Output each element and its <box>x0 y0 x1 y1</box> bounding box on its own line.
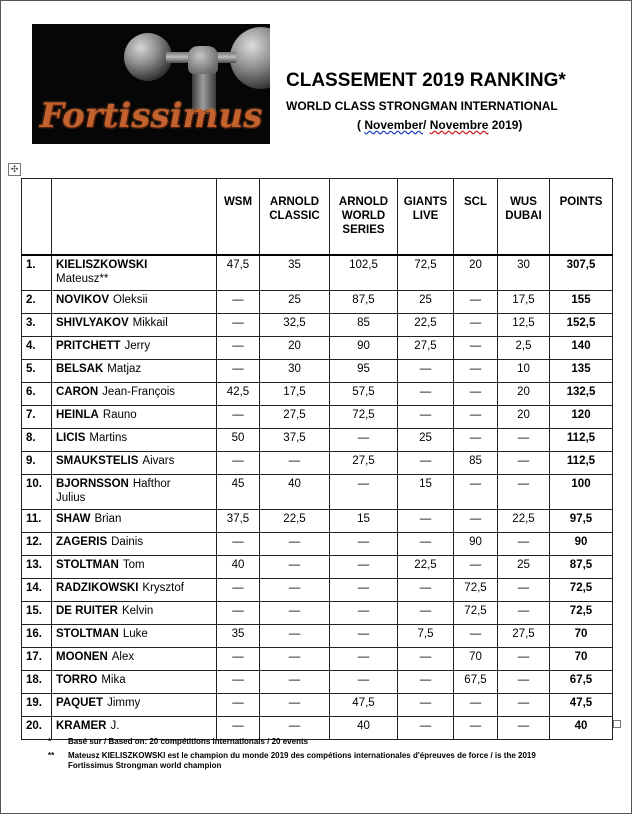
athlete-name-cell <box>52 406 217 429</box>
first-name: Luke <box>122 628 148 640</box>
rank-cell: 19. <box>22 694 52 717</box>
score-cell-gl: — <box>398 671 454 694</box>
points-cell: 135 <box>550 360 613 383</box>
last-name: RADZIKOWSKI <box>56 582 139 594</box>
athlete-name-cell <box>52 602 217 625</box>
score-cell-gl: — <box>398 383 454 406</box>
table-row <box>22 533 613 556</box>
first-name: Jean-François <box>102 386 176 398</box>
points-cell: 72,5 <box>550 602 613 625</box>
date-separator: / <box>423 118 430 132</box>
points-cell: 112,5 <box>550 429 613 452</box>
table-move-handle-icon[interactable]: ✣ <box>8 163 21 176</box>
score-cell-ac: — <box>260 602 330 625</box>
footnote-1-text: Basé sur / Based on: 20 compétitions internationals / 20 events <box>68 737 309 746</box>
points-cell: 112,5 <box>550 452 613 475</box>
table-row <box>22 475 613 510</box>
score-cell-gl: 25 <box>398 429 454 452</box>
score-cell-gl: — <box>398 533 454 556</box>
score-cell-aws: — <box>330 556 398 579</box>
score-cell-wsm: — <box>217 360 260 383</box>
points-cell: 40 <box>550 717 613 740</box>
table-row <box>22 406 613 429</box>
score-cell-scl: 90 <box>454 533 498 556</box>
athlete-name-cell <box>52 452 217 475</box>
logo-left-weight <box>124 33 172 81</box>
score-cell-gl: 27,5 <box>398 337 454 360</box>
score-cell-wus: 12,5 <box>498 314 550 337</box>
score-cell-gl: 22,5 <box>398 556 454 579</box>
score-cell-wus: 27,5 <box>498 625 550 648</box>
score-cell-scl: 20 <box>454 255 498 291</box>
athlete-name-cell <box>52 337 217 360</box>
score-cell-wus: — <box>498 475 550 510</box>
score-cell-scl: 70 <box>454 648 498 671</box>
score-cell-aws: 40 <box>330 717 398 740</box>
score-cell-ac: 27,5 <box>260 406 330 429</box>
score-cell-wus: — <box>498 429 550 452</box>
score-cell-wus: 22,5 <box>498 510 550 533</box>
athlete-name-cell <box>52 255 217 291</box>
athlete-name-cell <box>52 475 217 510</box>
score-cell-aws: 72,5 <box>330 406 398 429</box>
score-cell-aws: 85 <box>330 314 398 337</box>
last-name: SHIVLYAKOV <box>56 317 129 329</box>
score-cell-wsm: 45 <box>217 475 260 510</box>
table-row <box>22 255 613 291</box>
score-cell-scl: — <box>454 314 498 337</box>
rank-cell: 5. <box>22 360 52 383</box>
first-name: Alex <box>111 651 135 663</box>
date-line <box>357 118 522 132</box>
athlete-name-cell <box>52 671 217 694</box>
points-cell: 67,5 <box>550 671 613 694</box>
rank-cell: 6. <box>22 383 52 406</box>
logo-wordmark: Fortissimus <box>39 96 263 136</box>
score-cell-wsm: 50 <box>217 429 260 452</box>
score-cell-ac: — <box>260 694 330 717</box>
last-name: KRAMER <box>56 720 107 732</box>
score-cell-ac: 32,5 <box>260 314 330 337</box>
last-name: LICIS <box>56 432 86 444</box>
score-cell-scl: — <box>454 360 498 383</box>
first-name: Mika <box>101 674 126 686</box>
first-name: Mikkail <box>132 317 168 329</box>
score-cell-aws: — <box>330 429 398 452</box>
score-cell-aws: 95 <box>330 360 398 383</box>
score-cell-gl: — <box>398 579 454 602</box>
col-header-giants-live: GIANTS LIVE <box>398 179 454 256</box>
table-row <box>22 602 613 625</box>
fortissimus-logo <box>32 24 270 144</box>
score-cell-scl: — <box>454 475 498 510</box>
score-cell-scl: — <box>454 556 498 579</box>
footnote-2-line2: Fortissimus Strongman world champion <box>68 761 222 770</box>
score-cell-ac: 22,5 <box>260 510 330 533</box>
points-cell: 70 <box>550 625 613 648</box>
score-cell-gl: 25 <box>398 291 454 314</box>
score-cell-wsm: — <box>217 579 260 602</box>
first-name: Martins <box>89 432 128 444</box>
logo-right-weight <box>230 27 270 89</box>
score-cell-scl: — <box>454 717 498 740</box>
col-header-arnold-classic: ARNOLD CLASSIC <box>260 179 330 256</box>
rank-cell: 11. <box>22 510 52 533</box>
points-cell: 307,5 <box>550 255 613 291</box>
rank-cell: 10. <box>22 475 52 510</box>
rank-cell: 4. <box>22 337 52 360</box>
score-cell-wsm: 40 <box>217 556 260 579</box>
score-cell-wsm: — <box>217 717 260 740</box>
score-cell-ac: — <box>260 533 330 556</box>
points-cell: 70 <box>550 648 613 671</box>
table-row <box>22 383 613 406</box>
last-name: TORRO <box>56 674 98 686</box>
last-name: SMAUKSTELIS <box>56 455 139 467</box>
score-cell-ac: — <box>260 556 330 579</box>
score-cell-aws: — <box>330 475 398 510</box>
first-name: Matjaz <box>107 363 142 375</box>
points-cell: 120 <box>550 406 613 429</box>
last-name: BELSAK <box>56 363 104 375</box>
athlete-name-cell <box>52 625 217 648</box>
points-cell: 87,5 <box>550 556 613 579</box>
ranking-table <box>21 178 613 740</box>
rank-cell: 18. <box>22 671 52 694</box>
table-row <box>22 625 613 648</box>
table-row <box>22 510 613 533</box>
score-cell-ac: — <box>260 717 330 740</box>
score-cell-wus: — <box>498 452 550 475</box>
score-cell-aws: 15 <box>330 510 398 533</box>
last-name: PRITCHETT <box>56 340 121 352</box>
score-cell-aws: 47,5 <box>330 694 398 717</box>
last-name: KIELISZKOWSKI <box>56 259 148 271</box>
points-cell: 97,5 <box>550 510 613 533</box>
first-name: Tom <box>122 559 145 571</box>
score-cell-wus: 17,5 <box>498 291 550 314</box>
footnote-1 <box>48 737 308 746</box>
athlete-name-cell <box>52 383 217 406</box>
score-cell-gl: — <box>398 452 454 475</box>
score-cell-scl: 85 <box>454 452 498 475</box>
score-cell-aws: 102,5 <box>330 255 398 291</box>
score-cell-wus: 20 <box>498 383 550 406</box>
score-cell-scl: — <box>454 406 498 429</box>
score-cell-wsm: — <box>217 648 260 671</box>
table-row <box>22 556 613 579</box>
table-row <box>22 429 613 452</box>
first-name: Brian <box>94 513 122 525</box>
score-cell-ac: — <box>260 671 330 694</box>
points-cell: 90 <box>550 533 613 556</box>
score-cell-ac: 37,5 <box>260 429 330 452</box>
score-cell-gl: — <box>398 510 454 533</box>
table-row <box>22 291 613 314</box>
score-cell-ac: 20 <box>260 337 330 360</box>
score-cell-gl: — <box>398 360 454 383</box>
score-cell-aws: — <box>330 648 398 671</box>
first-name: Kelvin <box>121 605 154 617</box>
footnote-2 <box>48 751 568 771</box>
score-cell-gl: 15 <box>398 475 454 510</box>
score-cell-aws: 57,5 <box>330 383 398 406</box>
score-cell-wus: — <box>498 671 550 694</box>
score-cell-ac: 25 <box>260 291 330 314</box>
score-cell-ac: 35 <box>260 255 330 291</box>
score-cell-ac: — <box>260 579 330 602</box>
score-cell-wsm: 42,5 <box>217 383 260 406</box>
rank-cell: 9. <box>22 452 52 475</box>
footnote-2-mark: ** <box>48 751 55 760</box>
logo-fist <box>188 46 218 74</box>
score-cell-ac: 40 <box>260 475 330 510</box>
points-cell: 132,5 <box>550 383 613 406</box>
points-cell: 140 <box>550 337 613 360</box>
score-cell-aws: — <box>330 579 398 602</box>
score-cell-wus: — <box>498 694 550 717</box>
athlete-name-cell <box>52 360 217 383</box>
score-cell-gl: — <box>398 694 454 717</box>
score-cell-wus: 2,5 <box>498 337 550 360</box>
first-name: Krysztof <box>142 582 184 594</box>
score-cell-gl: — <box>398 717 454 740</box>
footnote-1-mark: * <box>48 737 52 746</box>
col-header-points: POINTS <box>550 179 613 256</box>
score-cell-aws: 87,5 <box>330 291 398 314</box>
score-cell-aws: — <box>330 671 398 694</box>
last-name: PAQUET <box>56 697 104 709</box>
first-name: Hafthor <box>132 478 171 490</box>
points-cell: 47,5 <box>550 694 613 717</box>
footnote-2-line1-wrap <box>48 751 568 761</box>
athlete-name-cell <box>52 556 217 579</box>
table-row <box>22 314 613 337</box>
score-cell-gl: — <box>398 648 454 671</box>
score-cell-wsm: — <box>217 671 260 694</box>
table-row <box>22 671 613 694</box>
score-cell-scl: — <box>454 625 498 648</box>
athlete-name-cell <box>52 579 217 602</box>
page-title: CLASSEMENT 2019 RANKING* <box>286 70 566 91</box>
table-row <box>22 360 613 383</box>
score-cell-wus: — <box>498 648 550 671</box>
date-novembre: Novembre <box>429 118 489 132</box>
score-cell-scl: 72,5 <box>454 602 498 625</box>
score-cell-scl: — <box>454 429 498 452</box>
rank-cell: 20. <box>22 717 52 740</box>
score-cell-scl: — <box>454 510 498 533</box>
score-cell-wsm: — <box>217 694 260 717</box>
last-name: SHAW <box>56 513 91 525</box>
footnote-2-line1: Mateusz KIELISZKOWSKI est le champion du monde 2019 des compétions internationales d'épreuves de force / is the 2019 <box>68 751 536 760</box>
score-cell-wus: 30 <box>498 255 550 291</box>
score-cell-wsm: — <box>217 314 260 337</box>
date-november: November <box>364 118 424 132</box>
score-cell-wsm: — <box>217 602 260 625</box>
score-cell-ac: — <box>260 648 330 671</box>
score-cell-gl: — <box>398 602 454 625</box>
athlete-name-cell <box>52 510 217 533</box>
score-cell-scl: — <box>454 291 498 314</box>
score-cell-wsm: — <box>217 291 260 314</box>
score-cell-gl: 72,5 <box>398 255 454 291</box>
athlete-name-cell <box>52 291 217 314</box>
last-name: NOVIKOV <box>56 294 110 306</box>
last-name: MOONEN <box>56 651 108 663</box>
score-cell-ac: 17,5 <box>260 383 330 406</box>
first-name-cont: Julius <box>56 492 86 504</box>
score-cell-wus: — <box>498 602 550 625</box>
athlete-name-cell <box>52 429 217 452</box>
first-name: Mateusz** <box>56 273 109 285</box>
col-header-scl: SCL <box>454 179 498 256</box>
rank-cell: 14. <box>22 579 52 602</box>
col-header-wus-dubai: WUS DUBAI <box>498 179 550 256</box>
last-name: STOLTMAN <box>56 559 119 571</box>
score-cell-wus: — <box>498 579 550 602</box>
rank-cell: 16. <box>22 625 52 648</box>
col-header-name <box>52 179 217 256</box>
points-cell: 72,5 <box>550 579 613 602</box>
table-row <box>22 648 613 671</box>
score-cell-wsm: 47,5 <box>217 255 260 291</box>
athlete-name-cell <box>52 648 217 671</box>
last-name: ZAGERIS <box>56 536 108 548</box>
score-cell-scl: 67,5 <box>454 671 498 694</box>
score-cell-aws: 27,5 <box>330 452 398 475</box>
score-cell-gl: 22,5 <box>398 314 454 337</box>
score-cell-scl: — <box>454 383 498 406</box>
rank-cell: 13. <box>22 556 52 579</box>
table-header-row <box>22 179 613 256</box>
first-name: J. <box>110 720 120 732</box>
first-name: Jimmy <box>107 697 141 709</box>
points-cell: 155 <box>550 291 613 314</box>
first-name: Rauno <box>102 409 137 421</box>
first-name: Aivars <box>142 455 175 467</box>
score-cell-ac: — <box>260 625 330 648</box>
last-name: CARON <box>56 386 99 398</box>
last-name: HEINLA <box>56 409 99 421</box>
score-cell-gl: — <box>398 406 454 429</box>
score-cell-wus: 25 <box>498 556 550 579</box>
score-cell-aws: — <box>330 602 398 625</box>
score-cell-wsm: — <box>217 452 260 475</box>
table-row <box>22 337 613 360</box>
col-header-rank <box>22 179 52 256</box>
last-name: DE RUITER <box>56 605 118 617</box>
table-resize-handle[interactable] <box>613 720 621 728</box>
score-cell-wsm: — <box>217 406 260 429</box>
rank-cell: 12. <box>22 533 52 556</box>
score-cell-wus: — <box>498 533 550 556</box>
table-row <box>22 579 613 602</box>
date-open: ( <box>357 118 365 132</box>
score-cell-wsm: 35 <box>217 625 260 648</box>
score-cell-wsm: — <box>217 337 260 360</box>
points-cell: 100 <box>550 475 613 510</box>
score-cell-wus: 10 <box>498 360 550 383</box>
table-row <box>22 452 613 475</box>
score-cell-wus: 20 <box>498 406 550 429</box>
score-cell-wus: — <box>498 717 550 740</box>
table-row <box>22 694 613 717</box>
first-name: Oleksii <box>113 294 148 306</box>
rank-cell: 17. <box>22 648 52 671</box>
rank-cell: 2. <box>22 291 52 314</box>
first-name: Dainis <box>111 536 144 548</box>
athlete-name-cell <box>52 694 217 717</box>
rank-cell: 1. <box>22 255 52 291</box>
score-cell-aws: — <box>330 533 398 556</box>
page-subtitle: WORLD CLASS STRONGMAN INTERNATIONAL <box>286 99 558 113</box>
athlete-name-cell <box>52 533 217 556</box>
score-cell-scl: — <box>454 337 498 360</box>
points-cell: 152,5 <box>550 314 613 337</box>
rank-cell: 15. <box>22 602 52 625</box>
score-cell-scl: — <box>454 694 498 717</box>
date-close: 2019) <box>488 118 523 132</box>
rank-cell: 8. <box>22 429 52 452</box>
score-cell-scl: 72,5 <box>454 579 498 602</box>
score-cell-ac: 30 <box>260 360 330 383</box>
score-cell-wsm: 37,5 <box>217 510 260 533</box>
rank-cell: 3. <box>22 314 52 337</box>
col-header-wsm: WSM <box>217 179 260 256</box>
athlete-name-cell <box>52 314 217 337</box>
col-header-arnold-world-series: ARNOLD WORLD SERIES <box>330 179 398 256</box>
score-cell-gl: 7,5 <box>398 625 454 648</box>
score-cell-ac: — <box>260 452 330 475</box>
first-name: Jerry <box>124 340 151 352</box>
rank-cell: 7. <box>22 406 52 429</box>
last-name: BJORNSSON <box>56 478 129 490</box>
last-name: STOLTMAN <box>56 628 119 640</box>
score-cell-wsm: — <box>217 533 260 556</box>
score-cell-aws: — <box>330 625 398 648</box>
score-cell-aws: 90 <box>330 337 398 360</box>
